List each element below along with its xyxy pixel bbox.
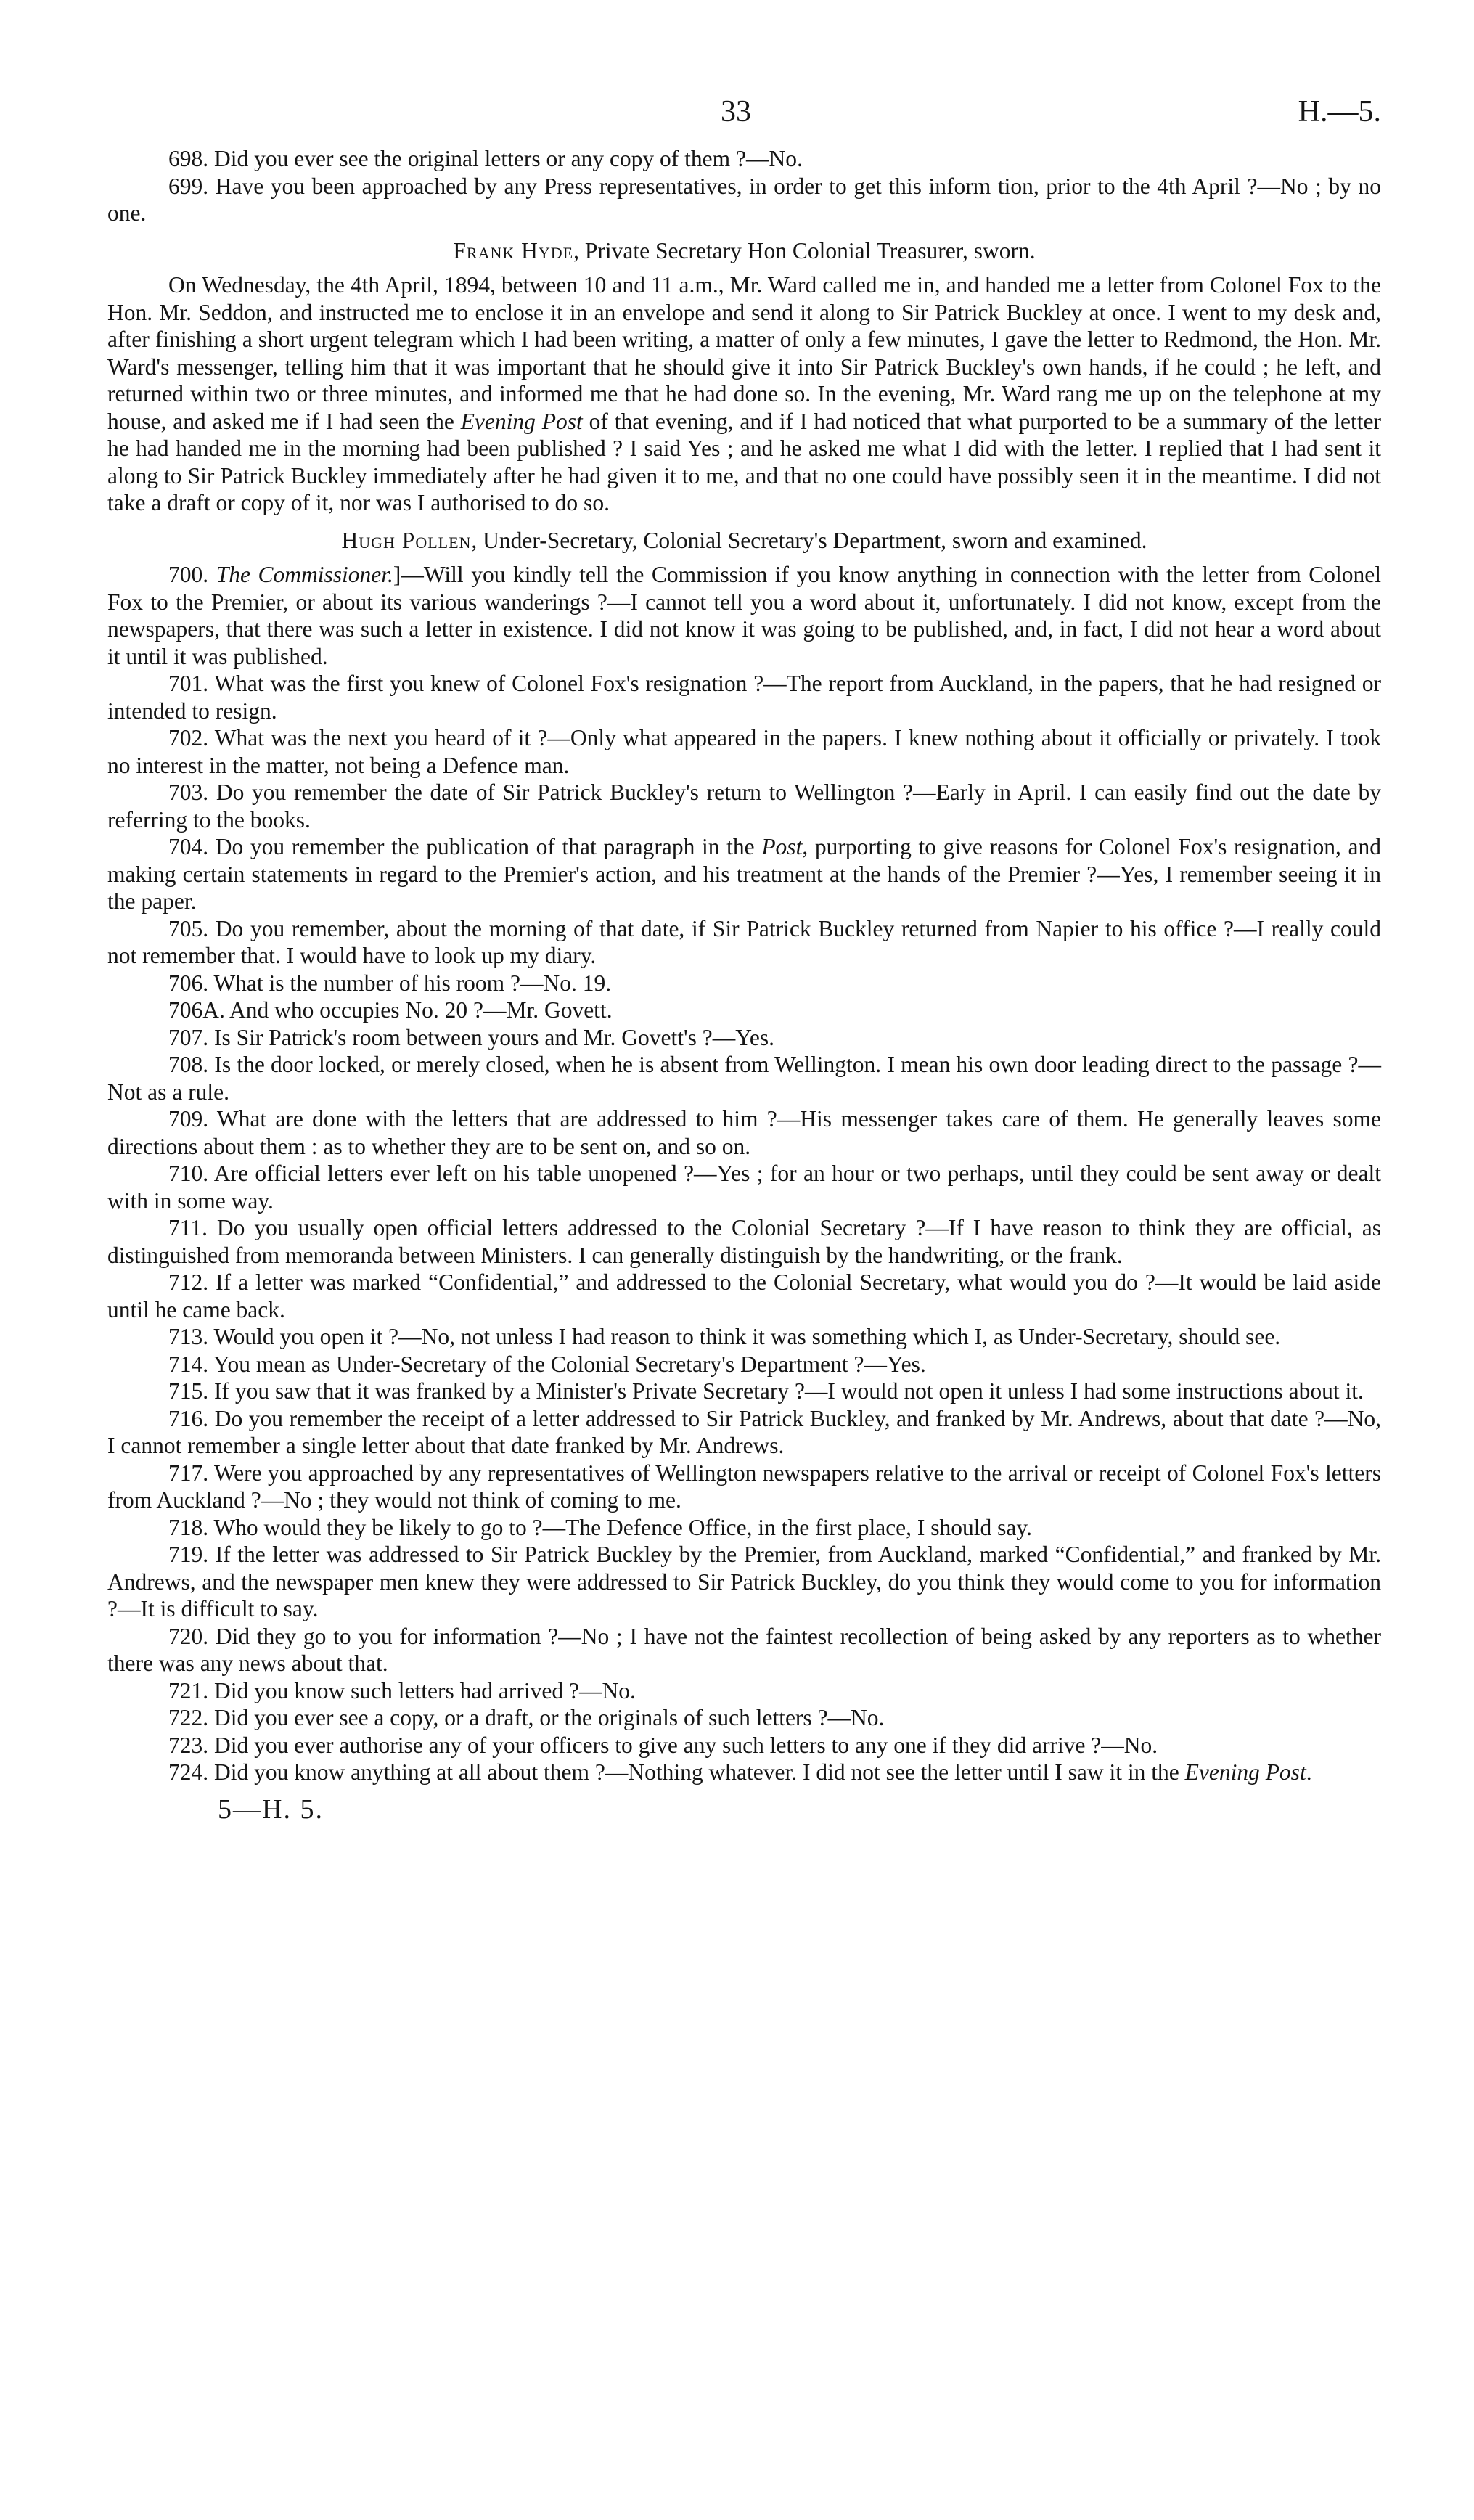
witness-name: Hugh Pollen [341,527,472,553]
question-710: 710. Are official letters ever left on his table unopened ?—Yes ; for an hour or two perhaps, until they could be sent away or dealt with in some way. [107,1161,1381,1214]
question-700: 700. The Commissioner.]—Will you kindly tell the Commission if you know anything in connection with the letter from Colonel Fox to the Premier, or about its various wanderings ?—I cannot tell you a word about it, unfortunately. I did not know, except from the newspapers, that there was such a letter in existence. I did not know it was going to be published, and, in fact, I did not hear a word about it until it was published. [107,562,1381,669]
question-722: 722. Did you ever see a copy, or a draft, or the originals of such letters ?—No. [168,1705,885,1730]
signature-mark: 5—H. 5. [218,1793,324,1825]
question-705: 705. Do you remember, about the morning of that date, if Sir Patrick Buckley returned from Napier to his office ?—I really could not remember that. I would have to look up my diary. [107,915,1382,968]
question-718: 718. Who would they be likely to go to ?—The Defence Office, in the first place, I should say. [168,1514,1032,1540]
question-708: 708. Is the door locked, or merely closed, when he is absent from Wellington. I mean his own door leading direct to the passage ?—Not as a rule. [107,1052,1381,1105]
question-702: 702. What was the next you heard of it ?—Only what appeared in the papers. I knew nothing about it officially or privately. I took no interest in the matter, not being a Defence man. [107,725,1381,778]
witness-heading-pollen [107,527,1381,555]
question-711: 711. Do you usually open official letters addressed to the Colonial Secretary ?—If I have reason to think they are official, as distinguished from memoranda between Ministers. I can generally distinguish by the handwriting, or the frank. [107,1215,1381,1268]
question-716: 716. Do you remember the receipt of a letter addressed to Sir Patrick Buckley, and franked by Mr. Andrews, about that date ?—No, I cannot remember a single letter about that date franked by Mr. Andrews. [107,1405,1381,1458]
witness-name: Frank Hyde [453,237,574,263]
question-709: 709. What are done with the letters that are addressed to him ?—His messenger takes care of them. He generally leaves some directions about them : as to whether they are to be sent on, and so on. [107,1106,1381,1159]
question-698: 698. Did you ever see the original letters or any copy of them ?—No. [168,146,803,171]
question-706a: 706A. And who occupies No. 20 ?—Mr. Govett. [168,997,613,1023]
hyde-statement: On Wednesday, the 4th April, 1894, between 10 and 11 a.m., Mr. Ward called me in, and handed me a letter from Colonel Fox to the Hon. Mr. Seddon, and instructed me to enclose it in an envelope and send it along to Sir Patrick Buckley at once. I went to my desk and, after finishing a short urgent telegram which I had been writing, a matter of only a few minutes, I gave the letter to Redmond, the Hon. Mr. Ward's messenger, telling him that it was important that he should give it into Sir Patrick Buckley's own hands, if he could ; he left, and returned within two or three minutes, and informed me that he had done so. In the evening, Mr. Ward rang me up on the telephone at my house, and asked me if I had seen the Evening Post of that evening, and if I had noticed that what purported to be a summary of the letter he had handed me in the morning had been published ? I said Yes ; and he asked me what I did with the letter. I replied that I had sent it along to Sir Patrick Buckley immediately after he had given it to me, and that no one could have possibly seen it in the meantime. I did not take a draft or copy of it, nor was I authorised to do so. [107,272,1381,515]
question-715: 715. If you saw that it was franked by a Minister's Private Secretary ?—I would not open it unless I had some instructions about it. [168,1378,1364,1404]
question-713: 713. Would you open it ?—No, not unless I had reason to think it was something which I, as Under-Secretary, should see. [168,1324,1281,1349]
witness-title: , Under-Secretary, Colonial Secretary's Department, sworn and examined. [471,527,1147,553]
question-714: 714. You mean as Under-Secretary of the Colonial Secretary's Department ?—Yes. [168,1351,926,1377]
question-720: 720. Did they go to you for information ?—No ; I have not the faintest recollection of being asked by any reporters as to whether there was any news about that. [107,1623,1381,1676]
question-723: 723. Did you ever authorise any of your officers to give any such letters to any one if they did arrive ?—No. [168,1732,1158,1758]
question-703: 703. Do you remember the date of Sir Patrick Buckley's return to Wellington ?—Early in April. I can easily find out the date by referring to the books. [107,780,1381,832]
question-704: 704. Do you remember the publication of that paragraph in the Post, purporting to give reasons for Colonel Fox's resignation, and making certain statements in regard to the Premier's action, and his treatment at the hands of the Premier ?—Yes, I remember seeing it in the paper. [107,834,1382,914]
question-712: 712. If a letter was marked “Confidential,” and addressed to the Colonial Secretary, what would you do ?—It would be laid aside until he came back. [107,1269,1381,1322]
page-number: 33 [721,95,751,128]
question-721: 721. Did you know such letters had arrived ?—No. [168,1677,636,1703]
question-701: 701. What was the first you knew of Colonel Fox's resignation ?—The report from Auckland, in the papers, that he had resigned or intended to resign. [107,671,1381,724]
question-717: 717. Were you approached by any representatives of Wellington newspapers relative to the arrival or receipt of Colonel Fox's letters from Auckland ?—No ; they would not think of coming to me. [107,1460,1381,1513]
document-code: H.—5. [1298,95,1381,128]
question-724: 724. Did you know anything at all about them ?—Nothing whatever. I did not see the letter until I saw it in the Evening Post. [168,1759,1312,1785]
page-header [107,94,1381,145]
question-706: 706. What is the number of his room ?—No. 19. [168,970,612,996]
question-699: 699. Have you been approached by any Press representatives, in order to get this inform tion, prior to the 4th April ?—No ; by no one. [107,173,1381,226]
question-707: 707. Is Sir Patrick's room between yours and Mr. Govett's ?—Yes. [168,1024,774,1050]
witness-title: , Private Secretary Hon Colonial Treasurer, sworn. [573,237,1036,263]
witness-heading-hyde [107,237,1381,265]
question-719: 719. If the letter was addressed to Sir Patrick Buckley by the Premier, from Auckland, marked “Confidential,” and franked by Mr. Andrews, and the newspaper men knew they were addressed to Sir Patrick Buckley, do you think they would come to you for information ?—It is difficult to say. [107,1542,1382,1621]
document-page [107,94,1381,1825]
